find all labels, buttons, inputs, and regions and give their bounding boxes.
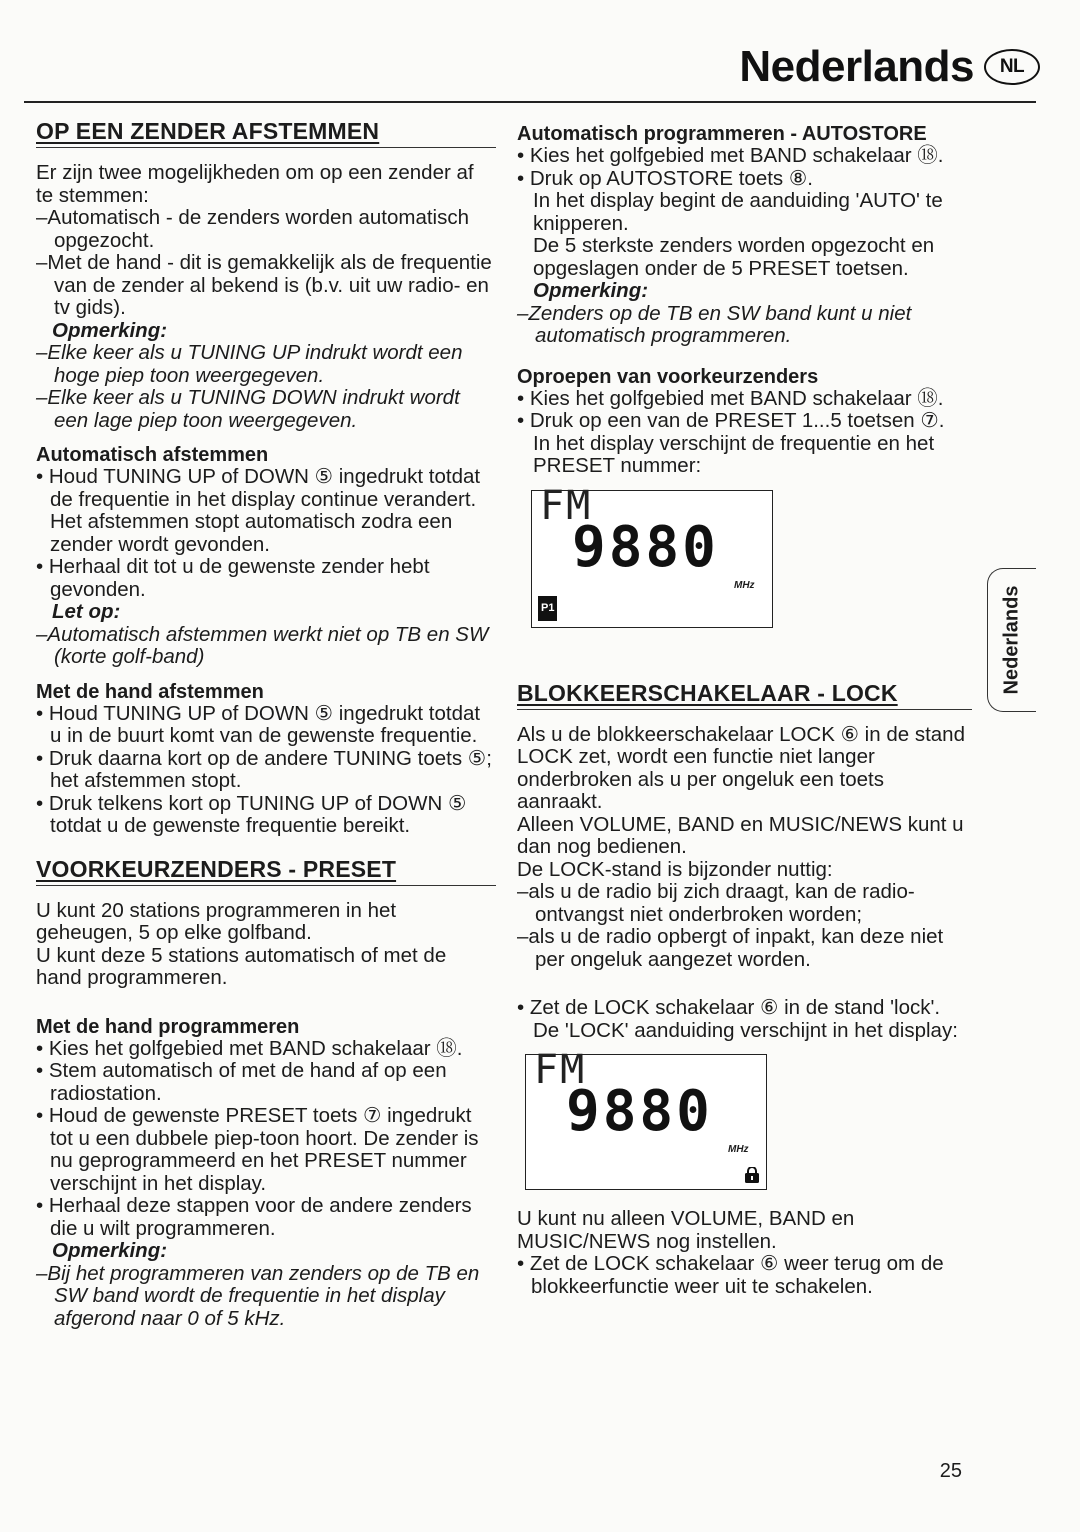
subheading-manual-tuning: Met de hand afstemmen <box>36 680 264 703</box>
list-item: • Stem automatisch of met de hand af op een radiostation. <box>36 1059 447 1105</box>
note-label: Opmerking: <box>533 279 649 302</box>
list-item: –als u de radio bij zich draagt, kan de radio-ontvangst niet onderbroken worden; <box>517 880 915 926</box>
lcd-unit: MHz <box>728 1144 749 1155</box>
list-item: • Druk telkens kort op TUNING UP of DOWN ⑤ totdat u de gewenste frequentie bereikt. <box>36 791 467 837</box>
lcd-unit: MHz <box>734 579 755 591</box>
lcd-band: FM <box>540 482 593 529</box>
paragraph: De 5 sterkste zenders worden opgezocht en opgeslagen onder de 5 PRESET toetsen. <box>533 234 935 280</box>
note-text: –Zenders op de TB en SW band kunt u niet automatisch programmeren. <box>517 301 912 347</box>
list-item: • Kies het golfgebied met BAND schakelaar ⑱. <box>517 386 944 410</box>
note-text: –Elke keer als u TUNING UP indrukt wordt een hoge piep toon weergegeven. <box>36 341 463 387</box>
tuning-intro: Er zijn twee mogelijkheden om op een zender af te stemmen: <box>36 161 474 207</box>
left-column <box>36 118 496 1330</box>
note-label: Let op: <box>52 600 121 623</box>
lcd-display-preset <box>531 482 773 628</box>
section-heading-tuning: OP EEN ZENDER AFSTEMMEN <box>36 118 496 144</box>
paragraph: In het display begint de aanduiding 'AUTO' te knipperen. <box>533 189 943 235</box>
paragraph: In het display verschijnt de frequentie en het PRESET nummer: <box>533 431 935 477</box>
section-heading-preset: VOORKEURZENDERS - PRESET <box>36 856 496 882</box>
list-item: • Herhaal dit tot u de gewenste zender hebt gevonden. <box>36 555 430 601</box>
tuning-option-auto: –Automatisch - de zenders worden automatisch opgezocht. <box>36 206 470 252</box>
list-item: • Druk op AUTOSTORE toets ⑧. <box>517 166 813 190</box>
language-side-tab <box>987 568 1036 712</box>
note-label: Opmerking: <box>52 1239 168 1262</box>
list-item: • Kies het golfgebied met BAND schakelaar ⑱. <box>36 1036 463 1060</box>
note-text: –Bij het programmeren van zenders op de TB en SW band wordt de frequentie in het display afgerond naar 0 of 5 kHz. <box>36 1261 480 1330</box>
list-item: • Druk daarna kort op de andere TUNING toets ⑤; het afstemmen stopt. <box>36 746 492 792</box>
right-column <box>517 123 972 1298</box>
paragraph: Alleen VOLUME, BAND en MUSIC/NEWS kunt u dan nog bedienen. <box>517 812 964 858</box>
lcd-band: FM <box>534 1047 587 1093</box>
lcd-display-lock <box>525 1047 767 1190</box>
page-title-text: Nederlands <box>739 42 974 91</box>
lcd-frequency: 9880 <box>572 514 719 580</box>
page-title <box>739 42 1040 92</box>
list-item: • Houd de gewenste PRESET toets ⑦ ingedrukt tot u een dubbele piep-toon hoort. De zender is nu geprogrammeerd en het PRESET nummer verschijnt in het display. <box>36 1104 479 1195</box>
title-divider <box>24 101 1036 103</box>
preset-indicator: P1 <box>538 596 557 621</box>
subheading-autostore: Automatisch programmeren - AUTOSTORE <box>517 123 927 145</box>
list-item: • Zet de LOCK schakelaar ⑥ weer terug om de blokkeerfunctie weer uit te schakelen. <box>517 1252 944 1298</box>
paragraph: U kunt deze 5 stations automatisch of met de hand programmeren. <box>36 943 447 989</box>
subheading-manual-programming: Met de hand programmeren <box>36 1015 300 1038</box>
list-item: • Druk op een van de PRESET 1...5 toetsen ⑦. <box>517 409 945 432</box>
section-heading-lock: BLOKKEERSCHAKELAAR - LOCK <box>517 680 972 706</box>
paragraph: Als u de blokkeerschakelaar LOCK ⑥ in de stand LOCK zet, wordt een functie niet langer onderbroken als u per ongeluk een toets aanraakt. <box>517 722 965 813</box>
paragraph: De LOCK-stand is bijzonder nuttig: <box>517 857 833 881</box>
subheading-auto-tuning: Automatisch afstemmen <box>36 444 269 466</box>
page-number: 25 <box>939 1460 962 1482</box>
list-item: • Herhaal deze stappen voor de andere zenders die u wilt programmeren. <box>36 1194 472 1240</box>
list-item: • Zet de LOCK schakelaar ⑥ in de stand 'lock'. <box>517 996 941 1019</box>
paragraph: U kunt nu alleen VOLUME, BAND en MUSIC/NEWS nog instellen. <box>517 1207 855 1253</box>
lock-icon <box>744 1167 760 1183</box>
tuning-option-manual: –Met de hand - dit is gemakkelijk als de frequentie van de zender al bekend is (b.v. uit uw radio- en tv gids). <box>36 251 492 319</box>
language-badge: NL <box>984 49 1040 85</box>
list-item: –als u de radio opbergt of inpakt, kan deze niet per ongeluk aangezet worden. <box>517 925 944 971</box>
list-item: • Houd TUNING UP of DOWN ⑤ ingedrukt totdat u in de buurt komt van de gewenste frequentie. <box>36 701 481 747</box>
lcd-frequency: 9880 <box>566 1079 713 1144</box>
note-text: –Elke keer als u TUNING DOWN indrukt wordt een lage piep toon weergegeven. <box>36 386 460 432</box>
list-item: • Houd TUNING UP of DOWN ⑤ ingedrukt totdat de frequentie in het display continue verandert. Het afstemmen stopt automatisch zodra een zender wordt gevonden. <box>36 465 481 556</box>
list-item: • Kies het golfgebied met BAND schakelaar ⑱. <box>517 144 944 167</box>
paragraph: U kunt 20 stations programmeren in het geheugen, 5 op elke golfband. <box>36 898 397 944</box>
note-text: –Automatisch afstemmen werkt niet op TB en SW (korte golf-band) <box>36 622 489 668</box>
side-tab-label: Nederlands <box>1000 585 1023 695</box>
note-label: Opmerking: <box>52 318 168 342</box>
subheading-recall: Oproepen van voorkeurzenders <box>517 365 819 388</box>
paragraph: De 'LOCK' aanduiding verschijnt in het display: <box>533 1018 958 1042</box>
